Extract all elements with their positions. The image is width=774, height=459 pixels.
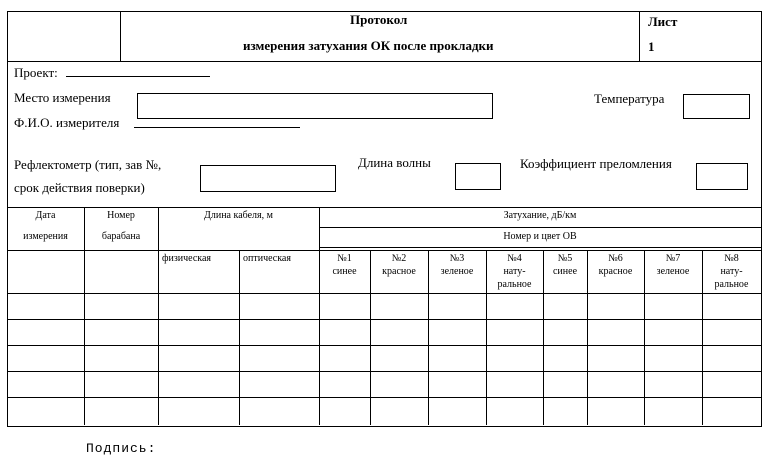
fiber-6-color: красное: [598, 266, 633, 277]
reflectometer-label: Рефлектометр (тип, зав №,: [14, 157, 162, 172]
fiber-4-color-line2: ральное: [497, 279, 532, 290]
col-date-header: Дата: [35, 210, 56, 221]
protocol-subtitle: измерения затухания ОК после прокладки: [243, 38, 494, 53]
temperature-field[interactable]: [683, 94, 750, 119]
col-length-physical: физическая: [162, 253, 212, 264]
header-left-divider: [120, 11, 121, 61]
protocol-title: Протокол: [350, 12, 408, 27]
row-divider: [7, 319, 761, 320]
fiber-4-num: №4: [507, 253, 522, 264]
col-date-header-line2: измерения: [23, 231, 68, 242]
fiber-2-num: №2: [391, 253, 407, 264]
row-divider: [7, 293, 761, 294]
col-attenuation-header: Затухание, дБ/км: [503, 210, 577, 221]
col-fiber-header: Номер и цвет ОВ: [503, 231, 577, 242]
attenuation-divider: [319, 227, 761, 228]
fiber-2-color: красное: [382, 266, 416, 277]
fiber-5-num: №5: [557, 253, 573, 264]
project-field[interactable]: [66, 76, 210, 77]
operator-label: Ф.И.О. измерителя: [14, 115, 120, 130]
header-right-divider: [639, 11, 640, 61]
fiber-3-num: №3: [449, 253, 465, 264]
table-header-bottom: [7, 250, 761, 251]
sheet-label: Лист: [648, 14, 678, 29]
col-drum-header-line2: барабана: [101, 231, 141, 242]
fiber-6-num: №6: [608, 253, 623, 264]
col-divider: [158, 207, 159, 425]
row-divider: [7, 397, 761, 398]
operator-field[interactable]: [134, 127, 300, 128]
fiber-8-num: №8: [724, 253, 739, 264]
fiber-1-num: №1: [337, 253, 352, 264]
fiber-4-color: нату-: [503, 266, 526, 277]
col-length-header: Длина кабеля, м: [204, 210, 273, 221]
reflectometer-field[interactable]: [200, 165, 336, 192]
table-top-line: [7, 207, 761, 208]
fiber-header-divider: [319, 247, 761, 248]
refractive-index-field[interactable]: [696, 163, 748, 190]
fiber-5-color: синее: [552, 266, 578, 277]
temperature-label: Температура: [594, 91, 665, 106]
fiber-3-color: зеленое: [440, 266, 474, 277]
reflectometer-label-line2: срок действия поверки): [14, 180, 145, 195]
row-divider: [7, 345, 761, 346]
wavelength-label: Длина волны: [358, 155, 431, 170]
refractive-index-label: Коэффициент преломления: [520, 156, 672, 171]
header-bottom-line: [7, 61, 761, 62]
fiber-8-color-line2: ральное: [714, 279, 749, 290]
fiber-7-color: зеленое: [656, 266, 690, 277]
col-length-optical: оптическая: [243, 253, 291, 264]
location-label: Место измерения: [14, 90, 111, 105]
col-divider: [239, 250, 240, 425]
fiber-1-color: синее: [332, 266, 357, 277]
fiber-7-num: №7: [665, 253, 681, 264]
location-field[interactable]: [137, 93, 493, 119]
wavelength-field[interactable]: [455, 163, 501, 190]
signature-label: Подпись:: [86, 441, 157, 456]
fiber-8-color: нату-: [720, 266, 743, 277]
sheet-number: 1: [648, 39, 655, 54]
project-label: Проект:: [14, 65, 58, 80]
col-drum-header: Номер: [107, 210, 135, 221]
row-divider: [7, 371, 761, 372]
